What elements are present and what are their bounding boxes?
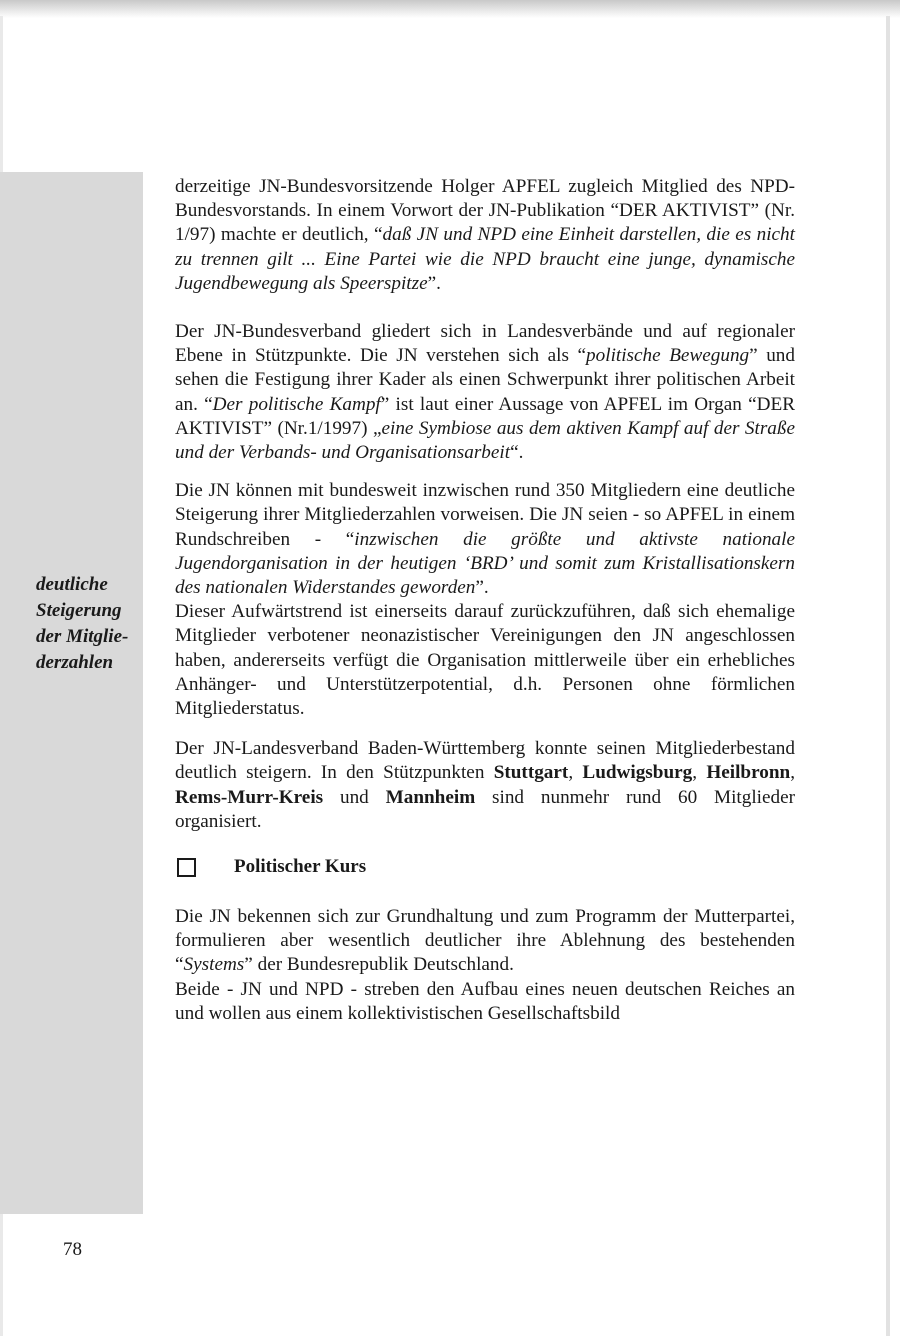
text-run: Der JN-Landesverband Baden-Württemberg konnte seinen Mitgliederbestand deutlich steigern. In den Stützpunkten (175, 738, 795, 784)
text-run: ”. (427, 272, 441, 294)
text-run: und (323, 786, 386, 808)
section-heading-label: Politischer Kurs (234, 856, 367, 878)
text-run: , (790, 762, 795, 784)
margin-note-line: Steigerung (36, 600, 122, 621)
main-text (175, 175, 795, 1026)
margin-note (36, 572, 146, 676)
place-name: Stuttgart (493, 762, 569, 784)
place-name: Rems-Murr-Kreis (175, 786, 324, 808)
paragraph-1 (175, 175, 795, 296)
text-run: sind nunmehr rund 60 Mitglieder organisiert. (175, 786, 796, 832)
margin-note-line: derzahlen (36, 652, 114, 673)
text-run: “. (510, 442, 524, 464)
text-run: Die JN können mit bundesweit inzwischen rund 350 Mitgliedern eine deutliche Steigerung ihrer Mitgliederzahlen vorweisen. Die JN seien - so APFEL in einem Rundschreiben - “ (175, 480, 795, 550)
quote: daß JN und NPD eine Einheit darstellen, die es nicht zu trennen gilt ... Eine Partei wie die NPD braucht eine junge, dynamische Jugendbewegung als Speerspitze (175, 224, 795, 294)
page-number: 78 (63, 1239, 82, 1260)
text-run: , (692, 762, 707, 784)
margin-note-line: der Mitglie- (36, 626, 129, 647)
place-name: Ludwigsburg (582, 762, 693, 784)
section-heading (175, 855, 795, 879)
text-run: Die JN bekennen sich zur Grundhaltung und zum Programm der Mutterpartei, formulieren aber wesentlich deutlicher ihre Ablehnung des bestehenden “ (175, 906, 795, 976)
text-run: , (568, 762, 583, 784)
paragraph-5 (175, 737, 795, 834)
paragraph-6 (175, 905, 795, 978)
text-run: derzeitige JN-Bundesvorsitzende Holger APFEL zugleich Mitglied des NPD-Bundesvorstands. In einem Vorwort der JN-Publikation “DER AKTIVIST” (Nr. 1/97) machte er deutlich, “ (175, 176, 795, 246)
text-run: Der JN-Bundesverband gliedert sich in Landesverbände und auf regionaler Ebene in Stützpunkte. Die JN verstehen sich als “ (175, 321, 795, 367)
place-name: Heilbronn (706, 762, 791, 784)
quote: inzwischen die größte und aktivste nationale Jugendorganisation in der heutigen ‘BRD’ und somit zum Kristallisationskern des nationalen Widerstandes geworden (175, 528, 795, 599)
page-right-edge (886, 16, 890, 1336)
text-run: ” der Bundesrepublik Deutschland. (244, 954, 514, 976)
checkbox-icon (177, 858, 196, 877)
text-run: ”. (475, 577, 489, 599)
paragraph-3 (175, 479, 795, 600)
quote: Der politische Kampf (212, 393, 381, 415)
quote: eine Symbiose aus dem aktiven Kampf auf der Straße und der Verbands- und Organisationsarbeit (175, 417, 795, 464)
page-top-shadow (0, 0, 900, 18)
quote: Systems (183, 954, 245, 976)
paragraph-4: Dieser Aufwärtstrend ist einerseits darauf zurückzuführen, daß sich ehemalige Mitglieder verbotener neonazistischer Vereinigungen den JN angeschlossen haben, andererseits verfügt die Organisation mittlerweile über ein erhebliches Anhänger- und Unterstützerpotential, d.h. Personen ohne förmlichen Mitgliederstatus. (175, 601, 795, 720)
margin-bar (0, 172, 143, 1214)
paragraph-2 (175, 320, 795, 465)
quote: politische Bewegung (586, 345, 750, 367)
paragraph-7: Beide - JN und NPD - streben den Aufbau eines neuen deutschen Reiches an und wollen aus einem kollektivistischen Gesellschaftsbild (175, 978, 795, 1024)
place-name: Mannheim (385, 786, 476, 808)
text-run: ” und sehen die Festigung ihrer Kader als einen Schwerpunkt ihrer politischen Arbeit an. “ (175, 345, 795, 415)
margin-note-line: deutliche (36, 574, 108, 595)
text-run: ” ist laut einer Aussage von APFEL im Organ “DER AKTIVIST” (Nr.1/1997) „ (175, 393, 795, 439)
